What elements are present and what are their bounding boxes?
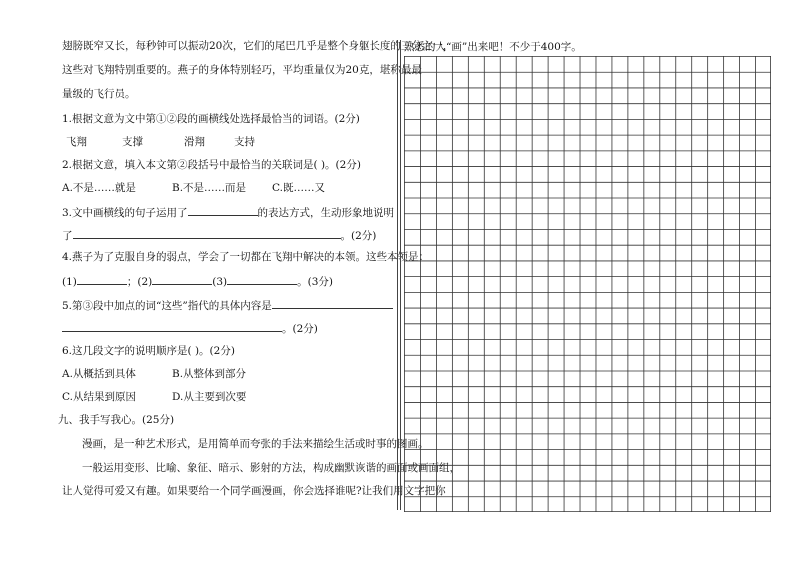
q3-cont-b: 。(2分): [340, 230, 377, 242]
question-1-stem: 1.根据文意为文中第①②段的画横线处选择最恰当的词语。(2分): [62, 113, 360, 125]
q4-label-2: ；(2): [126, 276, 153, 288]
q4-label-1: (1): [62, 276, 77, 288]
section-9-paragraph-3: 让人觉得可爱又有趣。如果要给一个同学画漫画，你会选择谁呢?让我们用文字把你: [62, 485, 446, 497]
question-3-continuation: [62, 227, 376, 243]
q2-option: B.不是……而是: [172, 182, 247, 194]
q6-option: B.从整体到部分: [172, 368, 247, 380]
writing-prompt-continuation: 熟悉的人“画”出来吧！不少于400字。: [404, 41, 582, 53]
q1-option: 支撑: [122, 136, 143, 148]
q4-blank-3[interactable]: [227, 273, 297, 285]
q3-stem-b: 的表达方式，生动形象地说明: [257, 207, 395, 219]
question-2-stem: 2.根据文意，填入本文第②段括号中最恰当的关联词是( )。(2分): [62, 159, 361, 171]
passage-line-2: 这些对飞翔特别重要的。燕子的身体特别轻巧，平均重量仅为20克，堪称最最: [62, 64, 422, 76]
q2-option: A.不是……就是: [62, 182, 136, 194]
q6-option: D.从主要到次要: [172, 391, 247, 403]
section-9-paragraph-1: 漫画，是一种艺术形式，是用简单而夸张的手法来描绘生活或时事的图画。: [82, 438, 429, 450]
q5-blank-1[interactable]: [272, 297, 393, 309]
column-divider: [397, 40, 398, 510]
section-9-paragraph-2: 一般运用变形、比喻、象征、暗示、影射的方法，构成幽默诙谐的画面或画面组，: [82, 462, 460, 474]
passage-line-3: 量级的飞行员。: [62, 88, 136, 100]
q3-blank-2[interactable]: [73, 227, 341, 239]
section-9-title: 九、我手写我心。(25分): [58, 414, 175, 426]
q1-option: 飞翔: [66, 136, 87, 148]
writing-grid[interactable]: [404, 56, 771, 512]
q1-option: 支持: [234, 136, 255, 148]
q4-blank-1[interactable]: [77, 273, 127, 285]
question-5-continuation: [62, 320, 318, 336]
q5-blank-2[interactable]: [62, 320, 282, 332]
q5-cont-text: 。(2分): [282, 323, 318, 335]
question-6-stem: 6.这几段文字的说明顺序是( )。(2分): [62, 345, 235, 357]
q4-label-3: (3): [212, 276, 228, 288]
q3-stem-a: 3.文中画横线的句子运用了: [62, 207, 188, 219]
question-5-stem: [62, 297, 393, 313]
question-4-blanks: [62, 273, 333, 289]
q4-label-4: 。(3分): [297, 276, 333, 288]
question-4-stem: 4.燕子为了克服自身的弱点，学会了一切都在飞翔中解决的本领。这些本领是：: [62, 251, 430, 263]
q3-cont-a: 了: [62, 230, 73, 242]
column-divider: [400, 40, 401, 510]
q2-option: C.既……又: [272, 182, 325, 194]
q5-stem-text: 5.第③段中加点的词“这些”指代的具体内容是: [62, 300, 272, 312]
question-3-stem: [62, 204, 394, 220]
q3-blank-1[interactable]: [188, 204, 258, 216]
q6-option: C.从结果到原因: [62, 391, 136, 403]
q6-option: A.从概括到具体: [62, 368, 136, 380]
passage-line-1: 翅膀既窄又长，每秒钟可以振动20次，它们的尾巴几乎是整个身躯长度的三分之一，: [62, 40, 454, 52]
q1-option: 滑翔: [184, 136, 205, 148]
q4-blank-2[interactable]: [152, 273, 212, 285]
